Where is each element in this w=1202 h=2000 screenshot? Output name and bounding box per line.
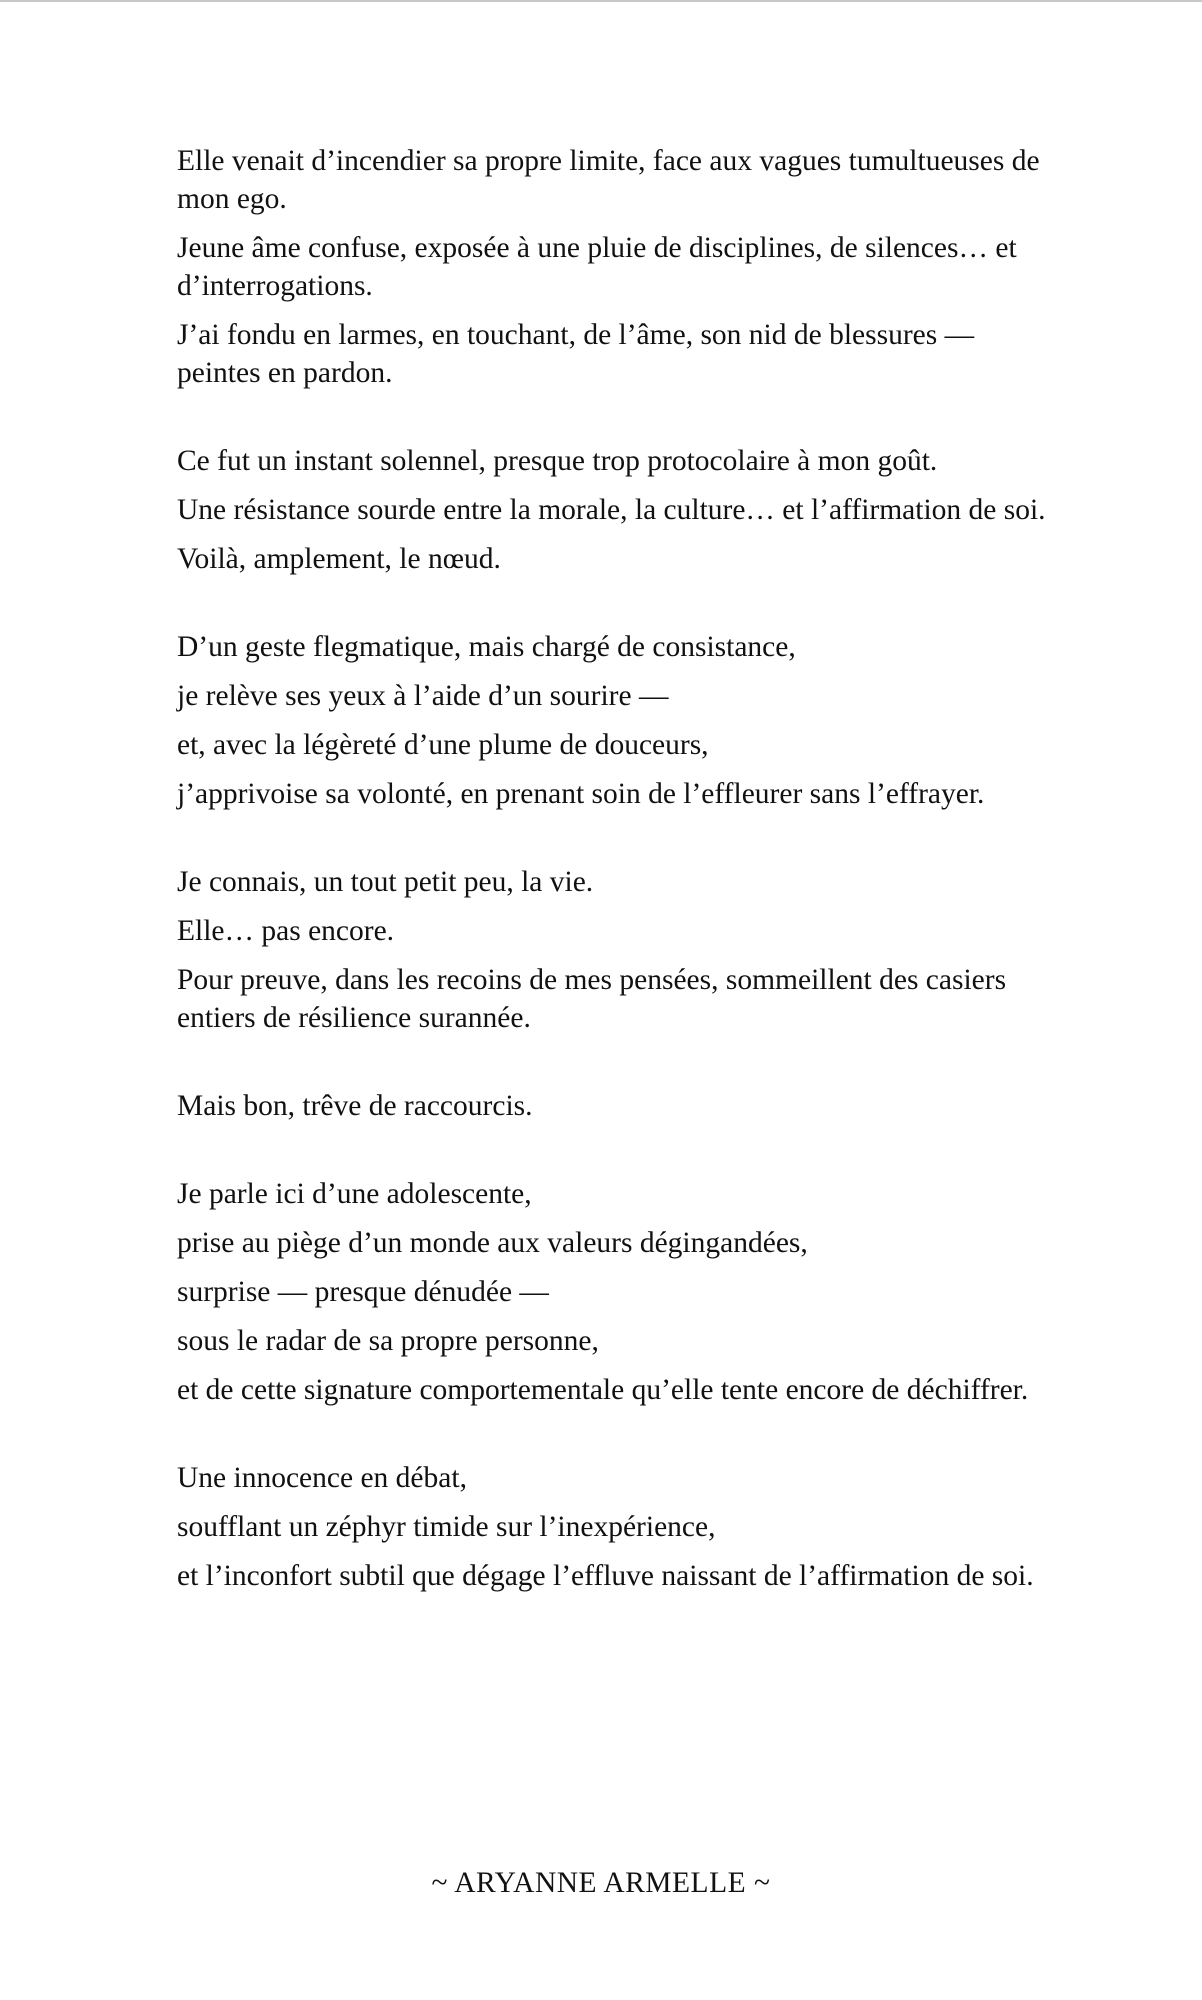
poem-line: soufflant un zéphyr timide sur l’inexpérience,: [177, 1511, 716, 1543]
poem-body: [177, 142, 1057, 1595]
poem-line: prise au piège d’un monde aux valeurs dégingandées,: [177, 1227, 808, 1259]
poem-line: Mais bon, trêve de raccourcis.: [177, 1090, 533, 1122]
poem-line: et, avec la légèreté d’une plume de douceurs,: [177, 729, 709, 761]
stanza: [177, 1175, 1057, 1409]
poem-line: Voilà, amplement, le nœud.: [177, 543, 501, 575]
stanza: [177, 628, 1057, 813]
poem-line: Une innocence en débat,: [177, 1462, 467, 1494]
poem-line: et l’inconfort subtil que dégage l’effluve naissant de l’affirmation de soi.: [177, 1560, 1034, 1592]
poem-line: surprise — presque dénudée —: [177, 1276, 549, 1308]
poem-line: J’ai fondu en larmes, en touchant, de l’âme, son nid de blessures — peintes en pardon.: [177, 319, 975, 389]
poem-line: je relève ses yeux à l’aide d’un sourire —: [177, 680, 669, 712]
poem-line: Pour preuve, dans les recoins de mes pensées, sommeillent des casiers entiers de résilience surannée.: [177, 964, 1007, 1034]
poem-line: Je parle ici d’une adolescente,: [177, 1178, 532, 1210]
poem-line: et de cette signature comportementale qu’elle tente encore de déchiffrer.: [177, 1374, 1029, 1406]
author-signature: ~ ARYANNE ARMELLE ~: [431, 1867, 771, 1899]
poem-line: j’apprivoise sa volonté, en prenant soin de l’effleurer sans l’effrayer.: [177, 778, 985, 810]
poem-line: D’un geste flegmatique, mais chargé de consistance,: [177, 631, 796, 663]
poem-line: sous le radar de sa propre personne,: [177, 1325, 599, 1357]
poem-line: Je connais, un tout petit peu, la vie.: [177, 866, 594, 898]
poem-line: Elle… pas encore.: [177, 915, 395, 947]
stanza: [177, 1087, 1057, 1125]
stanza: [177, 1459, 1057, 1595]
stanza: [177, 863, 1057, 1037]
stanza: [177, 442, 1057, 578]
poem-line: Ce fut un instant solennel, presque trop protocolaire à mon goût.: [177, 445, 938, 477]
poem-line: Elle venait d’incendier sa propre limite, face aux vagues tumultueuses de mon ego.: [177, 145, 1040, 215]
top-divider: [0, 0, 1202, 2]
poem-line: Une résistance sourde entre la morale, la culture… et l’affirmation de soi.: [177, 494, 1046, 526]
stanza: [177, 142, 1057, 392]
poem-line: Jeune âme confuse, exposée à une pluie de disciplines, de silences… et d’interrogations.: [177, 232, 1017, 302]
